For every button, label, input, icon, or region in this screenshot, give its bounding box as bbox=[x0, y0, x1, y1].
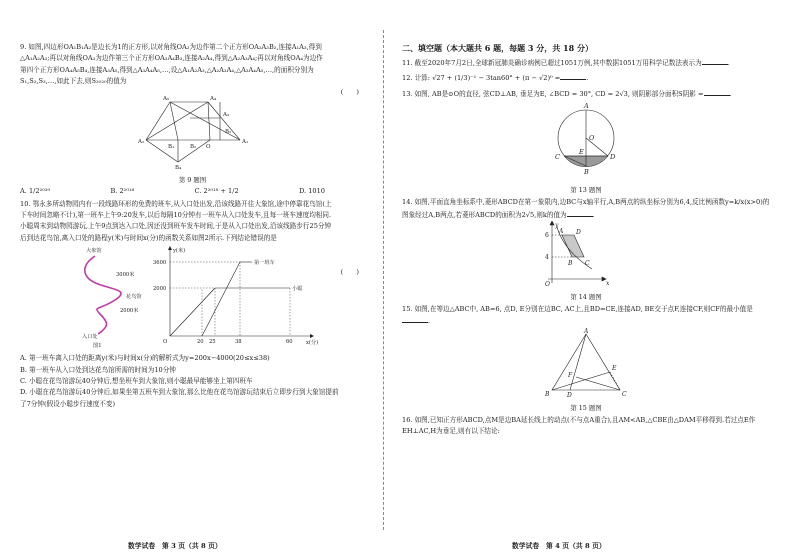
answer-blank bbox=[702, 57, 728, 65]
graph-origin: O bbox=[163, 339, 168, 346]
question-14-figure bbox=[402, 221, 770, 287]
question-13-figure bbox=[402, 100, 770, 180]
question-9-option-d: D. 1010 bbox=[298, 186, 325, 195]
answer-blank bbox=[402, 315, 428, 323]
question-13-caption: 第 13 题图 bbox=[570, 186, 602, 195]
q14-label-y: y bbox=[555, 222, 559, 230]
graph-series-first-bus: 第一班车 bbox=[254, 260, 275, 267]
q15-label-d: D bbox=[567, 391, 572, 398]
q13-label-e: E bbox=[579, 148, 584, 157]
question-13: 13. 如图, AB是⊙O的直径, 弦CD⊥AB, 垂足为E, ∠BCD = 30°, CD = 2√3, 则阴影部分面积S阴影 = . bbox=[402, 89, 732, 98]
question-14-caption: 第 14 题图 bbox=[570, 293, 602, 302]
graph-y-label: y(米) bbox=[173, 248, 186, 255]
question-10-graph bbox=[153, 246, 318, 346]
question-12-text: 12. 计算: √27 + (1/3)⁻¹ − 3tan60° + (π − √2)⁰ = bbox=[402, 74, 561, 83]
q14-label-x: x bbox=[606, 280, 610, 288]
label-a3: A₃ bbox=[223, 111, 230, 118]
question-15-caption: 第 15 题图 bbox=[570, 403, 602, 412]
q15-label-b: B bbox=[545, 390, 550, 398]
label-a5: A₅ bbox=[163, 95, 170, 102]
graph-x-tick-60: 60 bbox=[286, 339, 293, 346]
question-9-option-c: C. 2²⁰¹⁸ + 1/2 bbox=[194, 186, 239, 195]
q14-label-c: C bbox=[585, 260, 590, 268]
map-label-figure1: 图1 bbox=[93, 343, 102, 350]
section-title: 二、填空题（本大题共 6 题，每题 3 分，共 18 分） bbox=[402, 43, 593, 53]
question-14-text: 14. 如图,平面直角坐标系中,菱形ABCD在第一象限内,边BC与x轴平行,A,B两点的纵坐标分别为6,4,反比例函数y=k/x(x>0)的图象经过A,B两点,若菱形ABCD的面积为2√5,则k的值为 bbox=[402, 198, 770, 219]
question-9-text: 9. 如图,四边形OA₁B₁A₂是边长为1的正方形,以对角线OA₂为边作第二个正方形OA₂A₃B₂,连接A₁A₃,得到△A₁A₂A₃;再以对角线OA₃为边作第三个正方形OA₃A₄B₃,连接A₂A₄,得到△A₂A₃A₄;再以对角线OA₄为边作第四个正方形OA₄A₅B₄,连接A₃A₅,得到△A₃A₄A₅,…,设△A₁A₂A₃,△A₂A₃A₄,△A₃A₄A₅,…,的面积分别为S₁,S₂,S₃,…,如此下去,则S₂₀₂₀的值为 bbox=[20, 43, 323, 86]
map-label-2000m: 2000米 bbox=[120, 308, 139, 315]
left-column bbox=[20, 42, 365, 410]
map-label-bird-house: 花鸟馆 bbox=[126, 294, 142, 301]
right-column bbox=[402, 42, 770, 438]
label-a4: A₄ bbox=[210, 95, 217, 102]
label-a1: A₁ bbox=[242, 138, 249, 145]
answer-blank bbox=[704, 88, 730, 96]
q13-label-a: A bbox=[584, 102, 589, 111]
question-9-option-b: B. 2²⁰¹⁸ bbox=[110, 186, 135, 195]
question-9-caption: 第 9 题图 bbox=[178, 175, 207, 184]
graph-x-tick-25: 25 bbox=[209, 339, 216, 346]
label-b3: B₃ bbox=[225, 128, 232, 135]
question-16-text: 16. 如图,已知正方形ABCD,点M是边BA延长线上的动点(不与点A重合),且AM<AB,△CBE由△DAM平移得到.若过点E作EH⊥AC,H为垂足,则有以下结论: bbox=[402, 415, 756, 436]
question-10-answer-paren: ( ) bbox=[340, 267, 359, 276]
question-12: 12. 计算: √27 + (1/3)⁻¹ − 3tan60° + (π − √2)⁰ = . bbox=[402, 74, 589, 83]
question-10-options bbox=[20, 353, 365, 410]
label-o: O bbox=[206, 143, 211, 150]
label-b1: B₁ bbox=[168, 143, 175, 150]
q15-label-c: C bbox=[622, 390, 627, 398]
question-9-option-a: A. 1/2²⁰²⁰ bbox=[20, 186, 51, 195]
q14-label-a: A bbox=[559, 228, 564, 236]
graph-x-label: x(分) bbox=[306, 340, 319, 347]
question-10-option-b: B. 第一班车从入口处到达花鸟馆所需的时间为10分钟 bbox=[20, 365, 176, 374]
question-13-text: 13. 如图, AB是⊙O的直径, 弦CD⊥AB, 垂足为E, ∠BCD = 30°, CD = 2√3, 则阴影部分面积S阴影 = bbox=[402, 89, 704, 98]
question-10-option-d: D. 小聪在花鸟馆游玩40分钟后,如果坐第五班车到大象馆,那么比他在花鸟馆游玩结束后立即步行到大象馆提前了7分钟(假设小聪步行速度不变) bbox=[20, 388, 339, 408]
question-9-figure bbox=[20, 88, 365, 170]
question-16 bbox=[402, 415, 770, 438]
label-b4: B₄ bbox=[175, 164, 182, 170]
q15-label-f: F bbox=[568, 371, 573, 379]
graph-x-tick-38: 38 bbox=[235, 339, 242, 346]
right-page-footer: 数学试卷 第 4 页（共 8 页） bbox=[512, 542, 606, 550]
answer-blank bbox=[560, 72, 586, 80]
question-9-options bbox=[20, 187, 365, 195]
q15-label-a: A bbox=[584, 327, 589, 335]
question-15-text: 15. 如图,在等边△ABC中, AB=6, 点D, E分别在边BC, AC上,且BD=CE,连接AD, BE交于点F,连接CF,则CF的最小值是 bbox=[402, 305, 753, 314]
map-label-elephant-house: 大象馆 bbox=[86, 248, 102, 255]
question-11: 11. 截至2020年7月2日,全球新冠肺炎确诊病例已超过1051万例,其中数据1051万用科学记数法表示为 . bbox=[402, 59, 730, 67]
q14-tick-4: 4 bbox=[545, 254, 549, 262]
map-label-3000m: 3000米 bbox=[116, 272, 135, 279]
question-10-map bbox=[82, 246, 142, 349]
q13-label-c: C bbox=[555, 153, 560, 162]
question-15-figure bbox=[402, 328, 770, 398]
map-label-entrance: 入口处 bbox=[82, 334, 98, 341]
question-9 bbox=[20, 42, 365, 96]
graph-y-tick-2000: 2000 bbox=[153, 286, 167, 293]
question-10-option-c: C. 小聪在花鸟馆游玩40分钟后,想坐班车到大象馆,则小聪最早能够坐上第四班车 bbox=[20, 377, 253, 386]
question-10-option-a: A. 第一班车离入口处的距离y(米)与时间x(分)的解析式为y=200x−4000(20≤x≤38) bbox=[20, 354, 270, 363]
q13-label-o: O bbox=[589, 134, 595, 143]
question-10-text: 10. 鄂永多所动物园内有一段线路环形的免费的班车,从入口处出发,沿该线路开往大象馆,途中停靠花鸟馆(上下车时间忽略不计),第一班车上午9:20发车,以后每隔10分钟有一班车从入口处发车,且每一班车速度均相同.小聪周末到动物园游玩,上午9点到达入口处,因还没到班车发车时间,于是从入口处出发,沿该线路步行25分钟后到达花鸟馆,离入口处的路程y(米)与时间x(分)的函数关系如图2所示.下列结论错误的是 bbox=[20, 199, 332, 242]
question-11-text: 11. 截至2020年7月2日,全球新冠肺炎确诊病例已超过1051万例,其中数据1051万用科学记数法表示为 bbox=[402, 59, 702, 67]
label-a2: A₂ bbox=[138, 138, 145, 145]
graph-series-xiaocong: 小聪 bbox=[292, 286, 303, 293]
question-10-figures bbox=[20, 244, 365, 349]
column-divider bbox=[383, 30, 384, 530]
question-14: 14. 如图,平面直角坐标系中,菱形ABCD在第一象限内,边BC与x轴平行,A,B两点的纵坐标分别为6,4,反比例函数y=k/x(x>0)的图象经过A,B两点,若菱形ABCD的面积为2√5,则k的值为 . bbox=[402, 198, 770, 219]
q14-label-b: B bbox=[568, 260, 573, 268]
left-page-footer: 数学试卷 第 3 页（共 8 页） bbox=[128, 542, 222, 550]
answer-blank bbox=[567, 209, 593, 217]
label-b2: B₂ bbox=[190, 143, 197, 150]
question-9-answer-paren: ( ) bbox=[340, 88, 359, 96]
q14-tick-6: 6 bbox=[545, 232, 549, 240]
graph-x-tick-20: 20 bbox=[197, 339, 204, 346]
graph-y-tick-3600: 3600 bbox=[153, 260, 167, 267]
q14-label-o: O bbox=[545, 281, 550, 288]
q14-label-d: D bbox=[576, 229, 581, 237]
q13-label-b: B bbox=[584, 168, 589, 177]
question-15: 15. 如图,在等边△ABC中, AB=6, 点D, E分别在边BC, AC上,且BD=CE,连接AD, BE交于点F,连接CF,则CF的最小值是. bbox=[402, 305, 753, 326]
q13-label-d: D bbox=[610, 153, 616, 162]
q15-label-e: E bbox=[612, 364, 617, 372]
